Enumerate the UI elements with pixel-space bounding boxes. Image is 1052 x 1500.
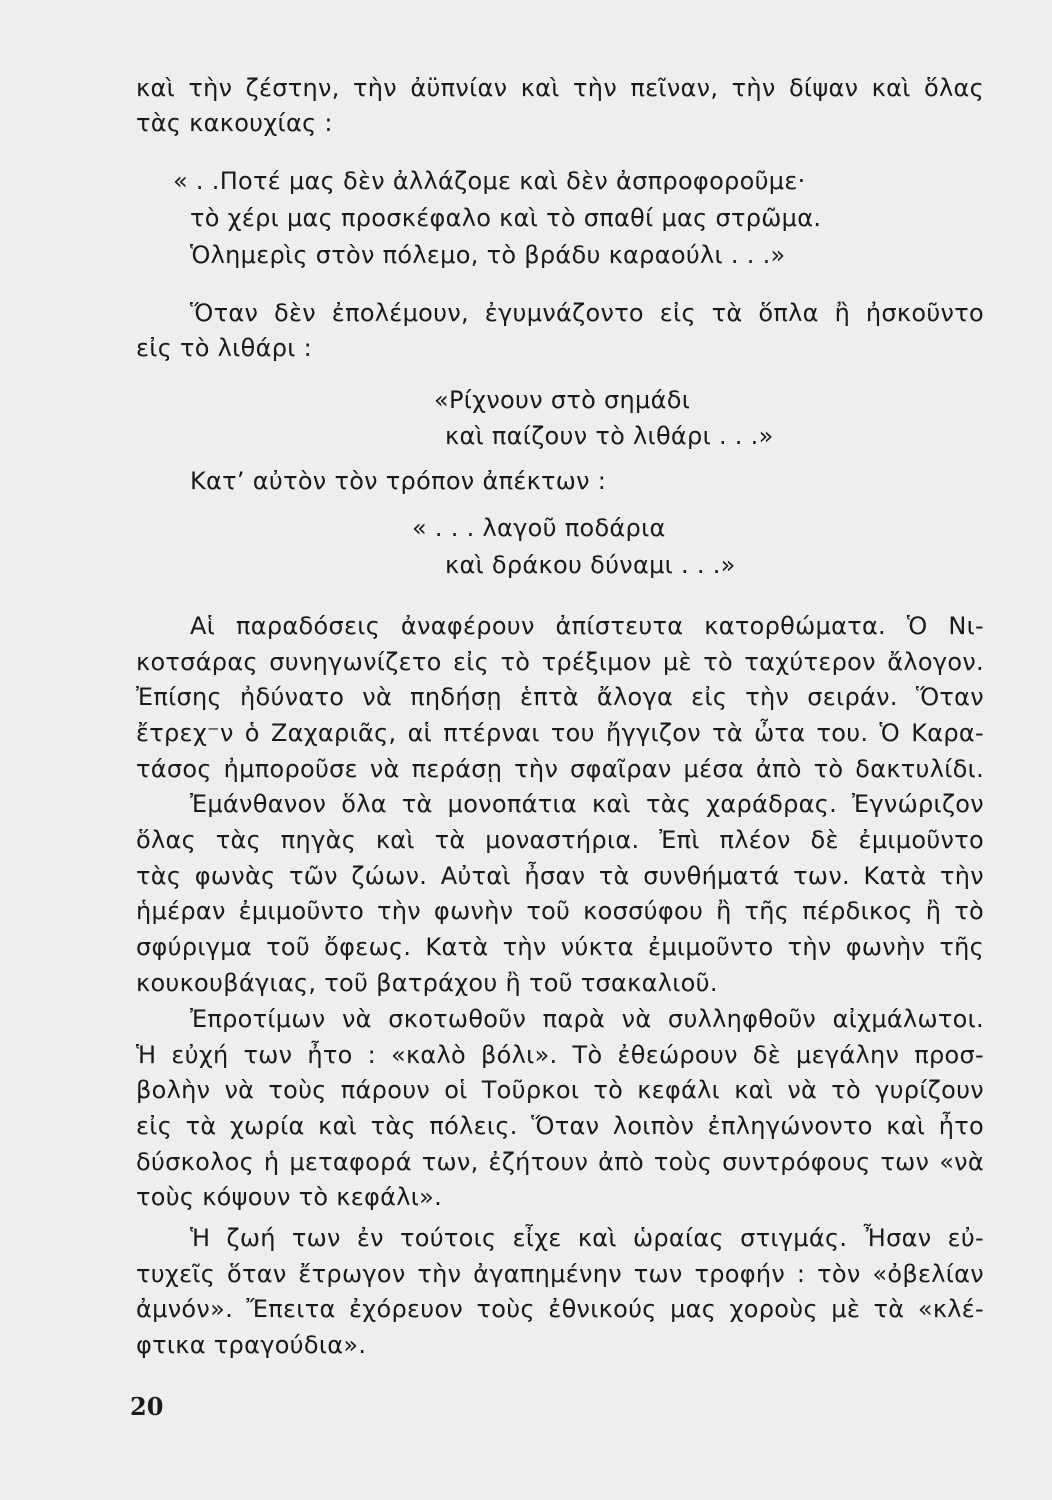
text-line: δύσκολος ἡ μεταφορά των, ἐζήτουν ἀπὸ τοὺς συντρόφους των «νὰ xyxy=(136,1148,984,1176)
text-line: ὅλας τὰς πηγὰς καὶ τὰ μοναστήρια. Ἐπὶ πλέον δὲ ἐμιμοῦντο xyxy=(136,826,984,854)
verse-line: καὶ παίζουν τὸ λιθάρι . . .» xyxy=(445,422,774,450)
text-line: Ἐπροτίμων νὰ σκοτωθοῦν παρὰ νὰ συλληφθοῦν αἰχμάλωτοι. xyxy=(190,1005,984,1033)
verse-line: τὸ χέρι μας προσκέφαλο καὶ τὸ σπαθί μας στρῶμα. xyxy=(190,204,822,232)
verse-line: « . . . λαγοῦ ποδάρια xyxy=(412,514,666,542)
text-line: τοὺς κόψουν τὸ κεφάλι». xyxy=(136,1183,443,1211)
text-line: ἔτρεχ⁻ν ὁ Ζαχαριᾶς, αἱ πτέρναι του ἤγγιζον τὰ ὦτα του. Ὁ Καρα- xyxy=(136,719,984,747)
text-line: βολὴν νὰ τοὺς πάρουν οἱ Τοῦρκοι τὸ κεφάλι καὶ νὰ τὸ γυρίζουν xyxy=(136,1076,984,1104)
text-line: Ἡ ζωή των ἐν τούτοις εἶχε καὶ ὡραίας στιγμάς. Ἦσαν εὐ- xyxy=(190,1224,984,1252)
text-line: τὰς κακουχίας : xyxy=(136,109,333,137)
text-line: εἰς τὸ λιθάρι : xyxy=(136,334,312,362)
text-line: σφύριγμα τοῦ ὄφεως. Κατὰ τὴν νύκτα ἐμιμοῦντο τὴν φωνὴν τῆς xyxy=(136,933,984,961)
text-line: ἀμνόν». Ἔπειτα ἐχόρευον τοὺς ἐθνικούς μας χοροὺς μὲ τὰ «κλέ- xyxy=(136,1295,984,1323)
text-line: Ὅταν δὲν ἐπολέμουν, ἐγυμνάζοντο εἰς τὰ ὅπλα ἢ ἠσκοῦντο xyxy=(190,299,984,327)
verse-line: «Ρίχνουν στὸ σημάδι xyxy=(434,386,691,414)
verse-line: « . .Ποτέ μας δὲν ἀλλάζομε καὶ δὲν ἀσπροφοροῦμε· xyxy=(173,167,806,195)
text-line: Ἡ εὐχή των ἦτο : «καλὸ βόλι». Τὸ ἐθεώρουν δὲ μεγάλην προσ- xyxy=(136,1041,984,1069)
page-number: 20 xyxy=(130,1392,164,1421)
text-line: κοτσάρας συνηγωνίζετο εἰς τὸ τρέξιμον μὲ τὸ ταχύτερον ἄλογον. xyxy=(136,648,984,676)
verse-line: Ὁλημερὶς στὸν πόλεμο, τὸ βράδυ καραούλι . . .» xyxy=(190,241,786,269)
text-line: κουκουβάγιας, τοῦ βατράχου ἢ τοῦ τσακαλιοῦ. xyxy=(136,969,718,997)
verse-line: καὶ δράκου δύναμι . . .» xyxy=(445,551,736,579)
text-line: καὶ τὴν ζέστην, τὴν ἀϋπνίαν καὶ τὴν πεῖναν, τὴν δίψαν καὶ ὅλας xyxy=(136,74,984,102)
text-line: τυχεῖς ὅταν ἔτρωγον τὴν ἀγαπημένην των τροφήν : τὸν «ὀβελίαν xyxy=(136,1260,984,1288)
text-line: εἰς τὰ χωρία καὶ τὰς πόλεις. Ὅταν λοιπὸν ἐπληγώνοντο καὶ ἦτο xyxy=(136,1112,984,1140)
text-line: Αἱ παραδόσεις ἀναφέρουν ἀπίστευτα κατορθώματα. Ὁ Νι- xyxy=(190,612,984,640)
text-line: Κατ’ αὐτὸν τὸν τρόπον ἀπέκτων : xyxy=(190,467,607,495)
text-line: Ἐπίσης ἠδύνατο νὰ πηδήσῃ ἑπτὰ ἄλογα εἰς τὴν σειράν. Ὅταν xyxy=(136,683,984,711)
text-line: τάσος ἠμποροῦσε νὰ περάσῃ τὴν σφαῖραν μέσα ἀπὸ τὸ δακτυλίδι. xyxy=(136,755,984,783)
text-line: ἡμέραν ἐμιμοῦντο τὴν φωνὴν τοῦ κοσσύφου ἢ τῆς πέρδικος ἢ τὸ xyxy=(136,897,984,925)
text-line: τὰς φωνὰς τῶν ζώων. Αὐταὶ ἦσαν τὰ συνθήματά των. Κατὰ τὴν xyxy=(136,862,984,890)
text-line: φτικα τραγούδια». xyxy=(136,1331,367,1359)
text-line: Ἐμάνθανον ὅλα τὰ μονοπάτια καὶ τὰς χαράδρας. Ἐγνώριζον xyxy=(190,790,984,818)
